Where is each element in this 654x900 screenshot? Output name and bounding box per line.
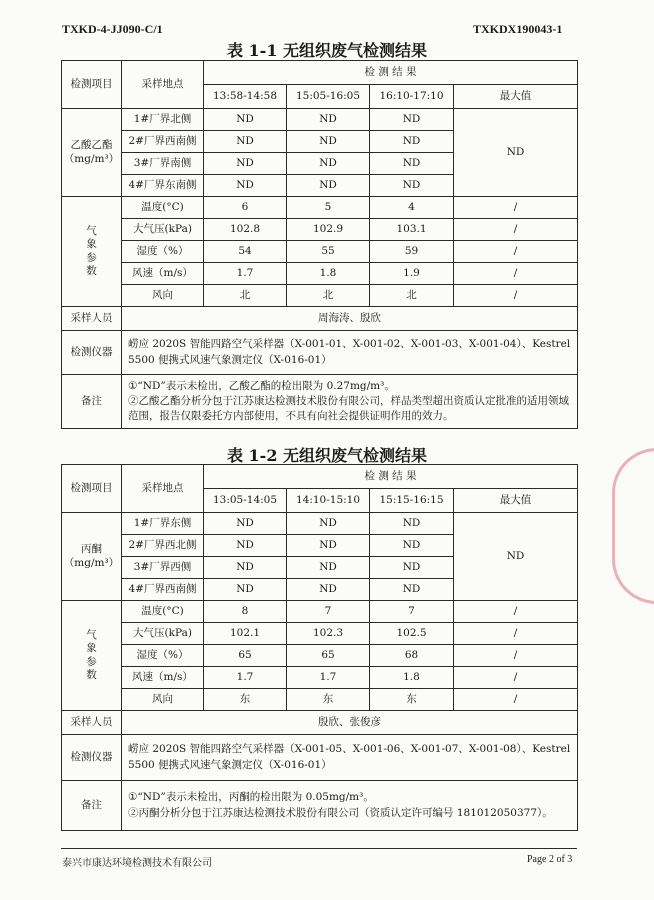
table1-pollutant-unit: （mg/m³） xyxy=(63,152,120,165)
table1-col-result: 检 测 结 果 xyxy=(204,61,578,85)
table1-site-3: 3#厂界南侧 xyxy=(122,153,204,175)
table1-site-4-v1: ND xyxy=(204,175,287,197)
table2-met-label-3: 参 xyxy=(86,655,97,668)
table1-sampler-label: 采样人员 xyxy=(62,307,122,331)
table1-met-1: 温度(°C) xyxy=(122,197,204,219)
table1-met-2: 大气压(kPa) xyxy=(122,219,204,241)
table2-met-label-1: 气 xyxy=(86,629,97,642)
table1-met-label-1: 气 xyxy=(86,225,97,238)
table2 xyxy=(61,464,578,831)
table2-site-4-v1: ND xyxy=(204,579,287,601)
table2-col-site: 采样地点 xyxy=(122,465,204,513)
table2-site-2: 2#厂界西北侧 xyxy=(122,535,204,557)
table2-site-1-v3: ND xyxy=(370,513,454,535)
table1-met-3-v2: 55 xyxy=(287,241,370,263)
table1-site-1-v2: ND xyxy=(287,109,370,131)
table2-met-3: 湿度（%） xyxy=(122,645,204,667)
table1-site-2-v2: ND xyxy=(287,131,370,153)
table2-met-4: 风速（m/s） xyxy=(122,667,204,689)
table2-site-3: 3#厂界西侧 xyxy=(122,557,204,579)
table2-remark-1: ①“ND”表示未检出，丙酮的检出限为 0.05mg/m³。 xyxy=(128,791,374,804)
table2-site-1-v1: ND xyxy=(204,513,287,535)
table2-sampler-label: 采样人员 xyxy=(62,711,122,735)
page-number: Page 2 of 3 xyxy=(527,854,573,865)
table2-site-4-v3: ND xyxy=(370,579,454,601)
table1-site-4: 4#厂界东南侧 xyxy=(122,175,204,197)
table2-met-3-v3: 68 xyxy=(370,645,454,667)
table2-met-3-v1: 65 xyxy=(204,645,287,667)
table2-remark-2: ②丙酮分析分包于江苏康达检测技术股份有限公司（资质认定许可编号 181012050377）。 xyxy=(128,806,553,819)
table2-instrument: 崂应 2020S 智能四路空气采样器（X-001-05、X-001-06、X-001-07、X-001-08）、Kestrel 5500 便携式风速气象测定仪（X-016-01） xyxy=(122,735,578,781)
table2-site-4-v2: ND xyxy=(287,579,370,601)
table1-met-4-v2: 1.8 xyxy=(287,263,370,285)
table1-time-1: 13:58-14:58 xyxy=(204,85,287,109)
table2-met-2-v1: 102.1 xyxy=(204,623,287,645)
table1-col-site: 采样地点 xyxy=(122,61,204,109)
table1-site-2-v1: ND xyxy=(204,131,287,153)
footer-company: 泰兴市康达环境检测技术有限公司 xyxy=(62,858,212,869)
table1-met-4: 风速（m/s） xyxy=(122,263,204,285)
table2-col-item: 检测项目 xyxy=(62,465,122,513)
table1-met-label-3: 参 xyxy=(86,251,97,264)
table2-met-2-max: / xyxy=(454,623,578,645)
table2-max-label: 最大值 xyxy=(454,489,578,513)
table1-site-3-v3: ND xyxy=(370,153,454,175)
table1-site-1: 1#厂界北侧 xyxy=(122,109,204,131)
table2-met-4-max: / xyxy=(454,667,578,689)
table1-met-label-4: 数 xyxy=(86,264,97,277)
table1-site-1-v1: ND xyxy=(204,109,287,131)
table2-time-1: 13:05-14:05 xyxy=(204,489,287,513)
table1-site-3-v1: ND xyxy=(204,153,287,175)
table2-site-1: 1#厂界东侧 xyxy=(122,513,204,535)
table2-col-result: 检 测 结 果 xyxy=(204,465,578,489)
table1-site-2: 2#厂界西南侧 xyxy=(122,131,204,153)
table1-met-5-max: / xyxy=(454,285,578,307)
table1 xyxy=(61,60,578,429)
table2-site-3-v2: ND xyxy=(287,557,370,579)
table1-met-4-max: / xyxy=(454,263,578,285)
table1-remark-label: 备注 xyxy=(62,375,122,429)
table2-met-label-4: 数 xyxy=(86,668,97,681)
table1-met-4-v1: 1.7 xyxy=(204,263,287,285)
table1-remark xyxy=(122,375,578,429)
table2-met-1-v1: 8 xyxy=(204,601,287,623)
seal-stamp xyxy=(612,448,654,604)
table2-met-4-v1: 1.7 xyxy=(204,667,287,689)
table2-met-1: 温度(°C) xyxy=(122,601,204,623)
table2-pollutant xyxy=(62,513,122,601)
table1-met-5-v1: 北 xyxy=(204,285,287,307)
table1-met-3-v1: 54 xyxy=(204,241,287,263)
table2-met-5-v1: 东 xyxy=(204,689,287,711)
table1-time-2: 15:05-16:05 xyxy=(287,85,370,109)
table1-pollutant xyxy=(62,109,122,197)
table2-site-2-v2: ND xyxy=(287,535,370,557)
table2-remark-label: 备注 xyxy=(62,781,122,831)
table1-remark-1: ①“ND”表示未检出，乙酸乙酯的检出限为 0.27mg/m³。 xyxy=(128,379,395,392)
table2-met-5-v3: 东 xyxy=(370,689,454,711)
table2-remark xyxy=(122,781,578,831)
table1-met-3-max: / xyxy=(454,241,578,263)
table1-met-4-v3: 1.9 xyxy=(370,263,454,285)
table2-met-label xyxy=(62,601,122,711)
document-code: TXKD-4-JJ090-C/1 xyxy=(62,22,163,36)
table2-met-5-v2: 东 xyxy=(287,689,370,711)
table2-site-3-v3: ND xyxy=(370,557,454,579)
table1-met-5-v3: 北 xyxy=(370,285,454,307)
table2-time-2: 14:10-15:10 xyxy=(287,489,370,513)
report-number: TXKDX190043-1 xyxy=(473,22,563,36)
table1-sampler: 周海涛、殷欣 xyxy=(122,307,578,331)
table1-max-label: 最大值 xyxy=(454,85,578,109)
table1-col-item: 检测项目 xyxy=(62,61,122,109)
table2-instrument-label: 检测仪器 xyxy=(62,735,122,781)
table1-site-2-v3: ND xyxy=(370,131,454,153)
table1-site-4-v3: ND xyxy=(370,175,454,197)
table2-title: 表 1-2 无组织废气检测结果 xyxy=(226,446,428,465)
table2-site-2-v1: ND xyxy=(204,535,287,557)
table1-met-label xyxy=(62,197,122,307)
table2-site-2-v3: ND xyxy=(370,535,454,557)
table1-met-1-max: / xyxy=(454,197,578,219)
table2-met-2: 大气压(kPa) xyxy=(122,623,204,645)
table2-met-2-v3: 102.5 xyxy=(370,623,454,645)
table2-met-5: 风向 xyxy=(122,689,204,711)
table1-max-value: ND xyxy=(454,109,578,197)
table2-met-1-max: / xyxy=(454,601,578,623)
table1-met-2-v1: 102.8 xyxy=(204,219,287,241)
table1-met-2-v2: 102.9 xyxy=(287,219,370,241)
table1-met-3-v3: 59 xyxy=(370,241,454,263)
table2-max-value: ND xyxy=(454,513,578,601)
footer-divider xyxy=(61,848,577,849)
table2-met-3-max: / xyxy=(454,645,578,667)
table2-met-1-v3: 7 xyxy=(370,601,454,623)
table1-remark-2: ②乙酸乙酯分析分包于江苏康达检测技术股份有限公司，样品类型超出资质认定批准的适用领域范围，报告仅限委托方内部使用，不具有向社会提供证明作用的效力。 xyxy=(128,394,569,423)
table1-site-4-v2: ND xyxy=(287,175,370,197)
table1-met-3: 湿度（%） xyxy=(122,241,204,263)
table1-site-1-v3: ND xyxy=(370,109,454,131)
table2-met-4-v2: 1.7 xyxy=(287,667,370,689)
table1-met-2-v3: 103.1 xyxy=(370,219,454,241)
table2-sampler: 殷欣、张俊彦 xyxy=(122,711,578,735)
table2-met-label-2: 象 xyxy=(86,642,97,655)
table1-title: 表 1-1 无组织废气检测结果 xyxy=(226,41,428,60)
table2-site-4: 4#厂界西南侧 xyxy=(122,579,204,601)
table1-met-5: 风向 xyxy=(122,285,204,307)
table1-met-1-v2: 5 xyxy=(287,197,370,219)
table2-met-1-v2: 7 xyxy=(287,601,370,623)
table1-met-5-v2: 北 xyxy=(287,285,370,307)
table1-met-1-v3: 4 xyxy=(370,197,454,219)
table2-met-4-v3: 1.8 xyxy=(370,667,454,689)
table2-site-1-v2: ND xyxy=(287,513,370,535)
table1-met-1-v1: 6 xyxy=(204,197,287,219)
table1-time-3: 16:10-17:10 xyxy=(370,85,454,109)
table2-site-3-v1: ND xyxy=(204,557,287,579)
table1-instrument-label: 检测仪器 xyxy=(62,331,122,375)
table2-met-2-v2: 102.3 xyxy=(287,623,370,645)
table2-met-3-v2: 65 xyxy=(287,645,370,667)
table2-time-3: 15:15-16:15 xyxy=(370,489,454,513)
table2-pollutant-name: 丙酮 xyxy=(81,543,102,556)
table1-site-3-v2: ND xyxy=(287,153,370,175)
table1-met-2-max: / xyxy=(454,219,578,241)
table1-met-label-2: 象 xyxy=(86,238,97,251)
table2-met-5-max: / xyxy=(454,689,578,711)
table1-instrument: 崂应 2020S 智能四路空气采样器（X-001-01、X-001-02、X-001-03、X-001-04）、Kestrel 5500 便携式风速气象测定仪（X-016-01） xyxy=(122,331,578,375)
table1-pollutant-name: 乙酸乙酯 xyxy=(70,139,113,152)
table2-pollutant-unit: （mg/m³） xyxy=(63,556,120,569)
